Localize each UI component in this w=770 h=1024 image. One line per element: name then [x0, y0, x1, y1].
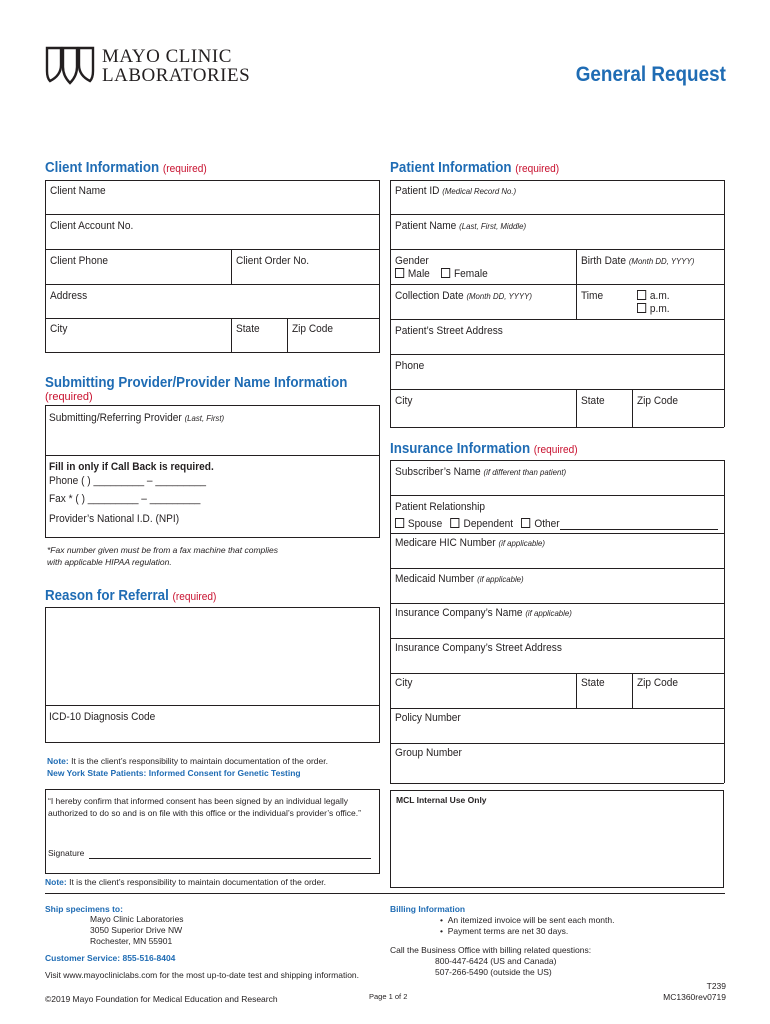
- pm-checkbox[interactable]: [637, 303, 646, 313]
- billing-phone-outside: 507-266-5490 (outside the US): [435, 967, 552, 977]
- divider: [45, 405, 380, 406]
- am-checkbox[interactable]: [637, 290, 646, 300]
- time-label: Time: [581, 290, 604, 302]
- divider: [45, 607, 46, 742]
- divider: [632, 673, 633, 708]
- provider-phone-field[interactable]: Phone ( ) _________ – _________: [49, 475, 207, 487]
- patient-name-field[interactable]: Patient Name (Last, First, Middle): [395, 220, 527, 232]
- divider: [390, 354, 724, 355]
- divider: [45, 607, 380, 608]
- billing-heading: Billing Information: [390, 904, 466, 914]
- divider: [390, 495, 724, 496]
- client-city-field[interactable]: City: [50, 323, 68, 335]
- client-phone-field[interactable]: Client Phone: [50, 255, 108, 267]
- billing-phone-us: 800-447-6424 (US and Canada): [435, 956, 557, 966]
- female-checkbox[interactable]: [441, 268, 450, 278]
- form-code-1: T239: [706, 981, 726, 991]
- patient-city-field[interactable]: City: [395, 395, 413, 407]
- divider: [379, 607, 380, 742]
- referral-section-heading: Reason for Referral (required): [45, 588, 217, 604]
- divider: [390, 460, 391, 783]
- spouse-checkbox[interactable]: [395, 518, 404, 528]
- divider: [390, 673, 724, 674]
- mayo-shields-logo-icon: [44, 45, 96, 85]
- collection-date-field[interactable]: Collection Date (Month DD, YYYY): [395, 290, 532, 302]
- divider: [390, 427, 724, 428]
- insurance-zip-field[interactable]: Zip Code: [637, 677, 679, 689]
- divider: [390, 743, 724, 744]
- subscriber-name-field[interactable]: Subscriber’s Name (if different than patient): [395, 466, 567, 478]
- visit-text: Visit www.mayocliniclabs.com for the most up-to-date test and shipping information.: [45, 970, 360, 980]
- consent-text-line2: authorized to do so and is on file with this office or the individual’s provider’s office.”: [48, 808, 361, 818]
- insurance-section-heading: Insurance Information (required): [390, 441, 578, 457]
- relationship-options[interactable]: Spouse Dependent Other: [395, 518, 560, 530]
- divider: [379, 180, 380, 352]
- divider: [379, 405, 380, 537]
- referring-provider-field[interactable]: Submitting/Referring Provider (Last, First): [49, 412, 225, 424]
- divider: [632, 389, 633, 427]
- required-label: (required): [162, 163, 207, 175]
- divider: [390, 638, 724, 639]
- client-name-field[interactable]: Client Name: [50, 185, 106, 197]
- divider: [390, 180, 724, 181]
- client-state-field[interactable]: State: [236, 323, 260, 335]
- billing-bullet-1: • An itemized invoice will be sent each month.: [440, 915, 615, 925]
- divider: [724, 180, 725, 427]
- divider: [45, 249, 380, 250]
- ship-line-3: Rochester, MN 55901: [90, 936, 173, 946]
- divider: [45, 214, 380, 215]
- dependent-checkbox[interactable]: [451, 518, 460, 528]
- insurance-company-field[interactable]: Insurance Company’s Name (if applicable): [395, 607, 572, 619]
- provider-fax-field[interactable]: Fax * ( ) _________ – _________: [49, 493, 201, 505]
- logo-text-line1: MAYO CLINIC: [102, 46, 232, 67]
- icd10-field[interactable]: ICD-10 Diagnosis Code: [49, 711, 156, 723]
- client-address-field[interactable]: Address: [50, 290, 88, 302]
- relationship-label: Patient Relationship: [395, 501, 486, 513]
- am-option[interactable]: a.m.: [637, 290, 670, 302]
- divider: [45, 405, 46, 537]
- divider: [576, 673, 577, 708]
- divider: [390, 568, 724, 569]
- insurance-city-field[interactable]: City: [395, 677, 413, 689]
- ny-consent-heading: New York State Patients: Informed Consent for Genetic Testing: [47, 768, 301, 778]
- divider: [390, 603, 724, 604]
- divider: [231, 249, 232, 284]
- patient-id-field[interactable]: Patient ID (Medical Record No.): [395, 185, 517, 197]
- divider: [45, 742, 380, 743]
- patient-zip-field[interactable]: Zip Code: [637, 395, 679, 407]
- divider: [45, 455, 380, 456]
- divider: [45, 180, 46, 352]
- patient-phone-field[interactable]: Phone: [395, 360, 425, 372]
- group-number-field[interactable]: Group Number: [395, 747, 462, 759]
- divider: [576, 389, 577, 427]
- client-account-field[interactable]: Client Account No.: [50, 220, 134, 232]
- divider: [390, 214, 724, 215]
- divider: [45, 284, 380, 285]
- footer-divider: [45, 893, 725, 894]
- divider: [576, 249, 577, 319]
- other-relationship-line[interactable]: [560, 529, 718, 530]
- divider: [390, 249, 724, 250]
- provider-npi-field[interactable]: Provider’s National I.D. (NPI): [49, 513, 180, 525]
- other-checkbox[interactable]: [521, 518, 530, 528]
- provider-section-heading: Submitting Provider/Provider Name Information: [45, 375, 348, 391]
- medicaid-field[interactable]: Medicaid Number (if applicable): [395, 573, 524, 585]
- customer-service: Customer Service: 855-516-8404: [45, 953, 176, 963]
- divider: [45, 180, 380, 181]
- consent-text-line1: “I hereby confirm that informed consent has been signed by an individual legally: [48, 796, 349, 806]
- client-order-field[interactable]: Client Order No.: [236, 255, 310, 267]
- signature-label: Signature: [48, 848, 85, 858]
- mcl-internal-label: MCL Internal Use Only: [396, 795, 487, 805]
- policy-number-field[interactable]: Policy Number: [395, 712, 461, 724]
- copyright: ©2019 Mayo Foundation for Medical Education and Research: [45, 994, 278, 1004]
- gender-label: Gender: [395, 255, 429, 267]
- divider: [724, 460, 725, 783]
- divider: [287, 318, 288, 352]
- divider: [45, 318, 380, 319]
- divider: [45, 537, 380, 538]
- patient-section-heading: Patient Information (required): [390, 160, 560, 176]
- referral-reason-input[interactable]: [47, 609, 377, 703]
- form-code-2: MC1360rev0719: [663, 992, 726, 1002]
- gender-options[interactable]: Male Female: [395, 268, 488, 280]
- divider: [379, 789, 380, 873]
- ship-heading: Ship specimens to:: [45, 904, 123, 914]
- required-label: (required): [515, 163, 560, 175]
- order-note: Note: It is the client’s responsibility to maintain documentation of the order.: [47, 756, 328, 766]
- required-label: (required): [533, 444, 578, 456]
- divider: [45, 352, 380, 353]
- medicare-field[interactable]: Medicare HIC Number (if applicable): [395, 537, 546, 549]
- fax-note-line2: with applicable HIPAA regulation.: [47, 557, 172, 567]
- required-label: (required): [172, 591, 217, 603]
- billing-call-text: Call the Business Office with billing related questions:: [390, 945, 592, 955]
- page-number: Page 1 of 2: [369, 992, 408, 1001]
- birth-date-field[interactable]: Birth Date (Month DD, YYYY): [581, 255, 695, 267]
- male-checkbox[interactable]: [395, 268, 404, 278]
- divider: [390, 708, 724, 709]
- divider: [45, 873, 380, 874]
- page-title: General Request: [575, 63, 726, 86]
- divider: [45, 789, 380, 790]
- divider: [390, 389, 724, 390]
- footer-order-note: Note: It is the client’s responsibility to maintain documentation of the order.: [45, 877, 326, 887]
- ship-line-1: Mayo Clinic Laboratories: [90, 914, 184, 924]
- insurance-state-field[interactable]: State: [581, 677, 605, 689]
- fax-note-line1: *Fax number given must be from a fax machine that complies: [47, 545, 279, 555]
- logo-text-line2: LABORATORIES: [102, 65, 251, 86]
- divider: [45, 705, 380, 706]
- divider: [390, 533, 724, 534]
- divider: [390, 783, 724, 784]
- divider: [390, 284, 724, 285]
- divider: [390, 319, 724, 320]
- divider: [45, 789, 46, 873]
- billing-bullet-2: • Payment terms are net 30 days.: [440, 926, 569, 936]
- required-label: (required): [45, 391, 93, 403]
- signature-line[interactable]: [89, 858, 371, 859]
- divider: [390, 460, 724, 461]
- client-section-heading: Client Information (required): [45, 160, 207, 176]
- divider: [231, 318, 232, 352]
- client-zip-field[interactable]: Zip Code: [292, 323, 334, 335]
- patient-state-field[interactable]: State: [581, 395, 605, 407]
- insurance-address-field[interactable]: Insurance Company’s Street Address: [395, 642, 562, 654]
- callback-instruction: Fill in only if Call Back is required.: [49, 461, 214, 473]
- ship-line-2: 3050 Superior Drive NW: [90, 925, 183, 935]
- pm-option[interactable]: p.m.: [637, 303, 670, 315]
- patient-street-field[interactable]: Patient’s Street Address: [395, 325, 503, 337]
